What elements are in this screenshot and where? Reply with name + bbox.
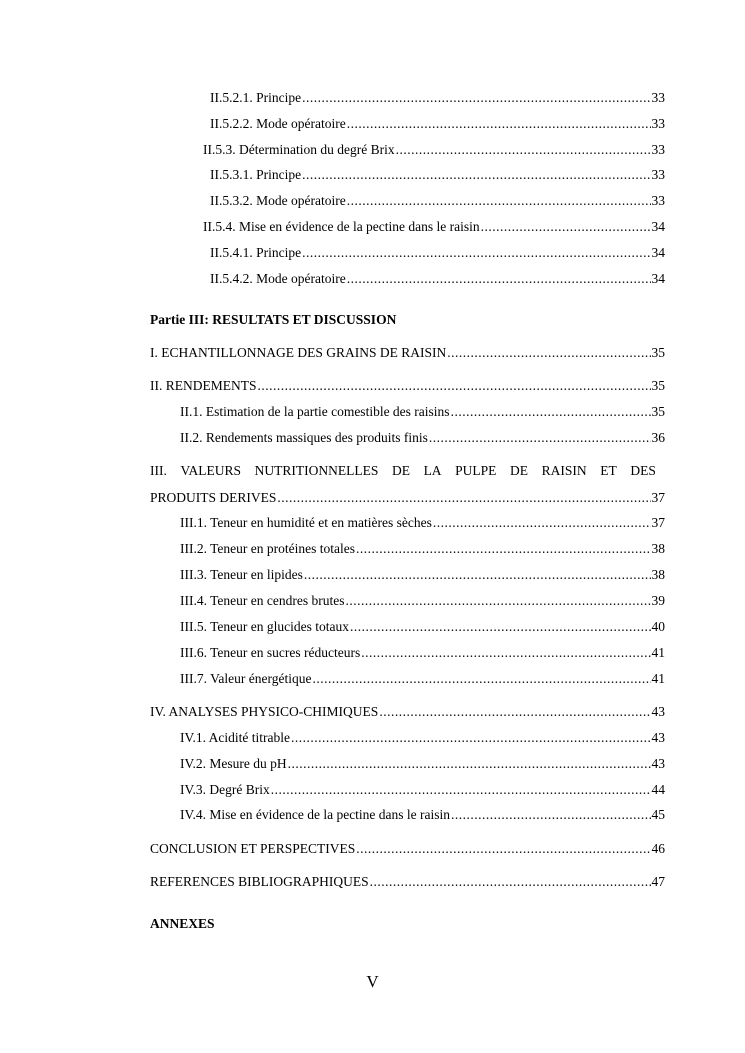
toc-entry-page: 38 <box>651 567 665 582</box>
toc-entry-label: III.5. Teneur en glucides totaux <box>180 619 350 634</box>
toc-entry-page: 47 <box>651 874 665 889</box>
toc-entry-page: 35 <box>651 404 665 419</box>
dot-leader <box>379 704 650 720</box>
toc-entry-label: III.2. Teneur en protéines totales <box>180 541 355 556</box>
toc-entry-page: 34 <box>651 219 665 234</box>
toc-entry[interactable] <box>180 730 665 746</box>
annexes-heading[interactable]: ANNEXES <box>150 916 215 931</box>
toc-entry[interactable] <box>150 704 665 720</box>
toc-entry[interactable] <box>150 345 665 361</box>
dot-leader <box>288 756 651 772</box>
dot-leader <box>271 782 651 798</box>
toc-entry-label: III.7. Valeur énergétique <box>180 671 312 686</box>
toc-entry-page: 36 <box>651 430 665 445</box>
toc-entry-page: 33 <box>651 116 665 131</box>
toc-entry-page: 33 <box>651 90 665 105</box>
dot-leader <box>451 807 650 823</box>
toc-entry[interactable] <box>180 756 665 772</box>
toc-entry[interactable] <box>210 271 665 287</box>
dot-leader <box>396 142 651 158</box>
toc-entry[interactable] <box>210 167 665 183</box>
toc-entry-label: II.5.4.2. Mode opératoire <box>210 271 346 286</box>
toc-entry[interactable] <box>180 515 665 531</box>
toc-entry-page: 41 <box>651 645 665 660</box>
toc-word: DE <box>391 463 410 478</box>
toc-entry[interactable] <box>180 645 665 661</box>
toc-entry-label: IV.1. Acidité titrable <box>180 730 290 745</box>
part-heading[interactable]: Partie III: RESULTATS ET DISCUSSION <box>150 312 397 327</box>
toc-entry-label: II.5.2.1. Principe <box>210 90 302 105</box>
toc-entry-label: II.5.4. Mise en évidence de la pectine dans le raisin <box>203 219 480 234</box>
toc-entry-label: II.1. Estimation de la partie comestible des raisins <box>180 404 450 419</box>
toc-word: VALEURS <box>180 463 241 478</box>
toc-entry[interactable] <box>210 116 665 132</box>
toc-entry-page: 35 <box>651 378 665 393</box>
dot-leader <box>370 874 651 890</box>
toc-entry-page: 41 <box>651 671 665 686</box>
toc-entry[interactable] <box>150 841 665 857</box>
toc-word: DE <box>510 463 529 478</box>
toc-entry-page: 33 <box>651 142 665 157</box>
toc-word: PULPE <box>455 463 497 478</box>
page-number: V <box>366 972 379 991</box>
dot-leader <box>302 245 650 261</box>
toc-entry[interactable] <box>210 193 665 209</box>
toc-entry-label: II.5.3.1. Principe <box>210 167 302 182</box>
toc-entry-label: CONCLUSION ET PERSPECTIVES <box>150 841 356 856</box>
dot-leader <box>346 593 651 609</box>
toc-entry-page: 35 <box>651 345 665 360</box>
toc-word: DES <box>630 463 656 478</box>
toc-entry-label: III.3. Teneur en lipides <box>180 567 303 582</box>
toc-entry[interactable] <box>180 593 665 609</box>
dot-leader <box>356 841 650 857</box>
toc-word: III. <box>150 463 167 478</box>
dot-leader <box>277 490 650 506</box>
dot-leader <box>447 345 650 361</box>
dot-leader <box>304 567 651 583</box>
dot-leader <box>302 90 650 106</box>
toc-entry[interactable] <box>150 378 665 394</box>
toc-entry-label: III.6. Teneur en sucres réducteurs <box>180 645 361 660</box>
toc-entry[interactable] <box>203 142 665 158</box>
toc-entry-label: II.5.3.2. Mode opératoire <box>210 193 346 208</box>
toc-entry[interactable] <box>180 567 665 583</box>
toc-word: NUTRITIONNELLES <box>254 463 379 478</box>
toc-entry-page: 33 <box>651 193 665 208</box>
toc-entry[interactable] <box>210 90 665 106</box>
dot-leader <box>481 219 651 235</box>
dot-leader <box>356 541 651 557</box>
toc-entry-label: II.5.3. Détermination du degré Brix <box>203 142 395 157</box>
toc-entry-page: 44 <box>651 782 665 797</box>
dot-leader <box>347 193 651 209</box>
toc-word: RAISIN <box>541 463 587 478</box>
toc-entry-label: PRODUITS DERIVES <box>150 490 277 505</box>
dot-leader <box>291 730 651 746</box>
dot-leader <box>347 116 651 132</box>
toc-entry[interactable] <box>203 219 665 235</box>
dot-leader <box>361 645 650 661</box>
toc-entry[interactable] <box>150 490 665 506</box>
toc-entry[interactable] <box>150 874 665 890</box>
toc-entry-page: 43 <box>651 756 665 771</box>
toc-entry-label: II.2. Rendements massiques des produits finis <box>180 430 428 445</box>
toc-entry-page: 33 <box>651 167 665 182</box>
toc-entry-page: 34 <box>651 245 665 260</box>
toc-entry-label: IV.4. Mise en évidence de la pectine dans le raisin <box>180 807 451 822</box>
dot-leader <box>433 515 651 531</box>
toc-word: LA <box>423 463 442 478</box>
toc-entry-page: 38 <box>651 541 665 556</box>
toc-entry[interactable] <box>210 245 665 261</box>
dot-leader <box>258 378 651 394</box>
toc-entry-justified-line[interactable] <box>150 463 656 479</box>
dot-leader <box>347 271 651 287</box>
toc-entry-page: 43 <box>651 704 665 719</box>
toc-entry[interactable] <box>180 541 665 557</box>
toc-entry-page: 46 <box>651 841 665 856</box>
toc-entry-label: III.4. Teneur en cendres brutes <box>180 593 345 608</box>
toc-entry-label: I. ECHANTILLONNAGE DES GRAINS DE RAISIN <box>150 345 447 360</box>
toc-entry-label: II.5.2.2. Mode opératoire <box>210 116 346 131</box>
toc-entry-page: 45 <box>651 807 665 822</box>
toc-entry[interactable] <box>180 430 665 446</box>
dot-leader <box>302 167 650 183</box>
dot-leader <box>312 671 650 687</box>
toc-entry-page: 37 <box>651 490 665 505</box>
dot-leader <box>350 619 650 635</box>
toc-entry-label: II. RENDEMENTS <box>150 378 257 393</box>
toc-entry-label: III.1. Teneur en humidité et en matières sèches <box>180 515 432 530</box>
toc-entry-page: 39 <box>651 593 665 608</box>
toc-entry-label: IV. ANALYSES PHYSICO-CHIMIQUES <box>150 704 379 719</box>
dot-leader <box>429 430 651 446</box>
toc-entry-page: 40 <box>651 619 665 634</box>
toc-entry-label: REFERENCES BIBLIOGRAPHIQUES <box>150 874 369 889</box>
toc-entry-label: II.5.4.1. Principe <box>210 245 302 260</box>
toc-entry[interactable] <box>180 807 665 823</box>
toc-entry[interactable] <box>180 404 665 420</box>
toc-entry-page: 37 <box>651 515 665 530</box>
toc-entry[interactable] <box>180 782 665 798</box>
toc-entry[interactable] <box>180 619 665 635</box>
dot-leader <box>451 404 651 420</box>
toc-entry-label: IV.3. Degré Brix <box>180 782 270 797</box>
toc-entry-page: 34 <box>651 271 665 286</box>
toc-word: ET <box>600 463 617 478</box>
toc-entry-page: 43 <box>651 730 665 745</box>
toc-entry-label: IV.2. Mesure du pH <box>180 756 287 771</box>
toc-entry[interactable] <box>180 671 665 687</box>
